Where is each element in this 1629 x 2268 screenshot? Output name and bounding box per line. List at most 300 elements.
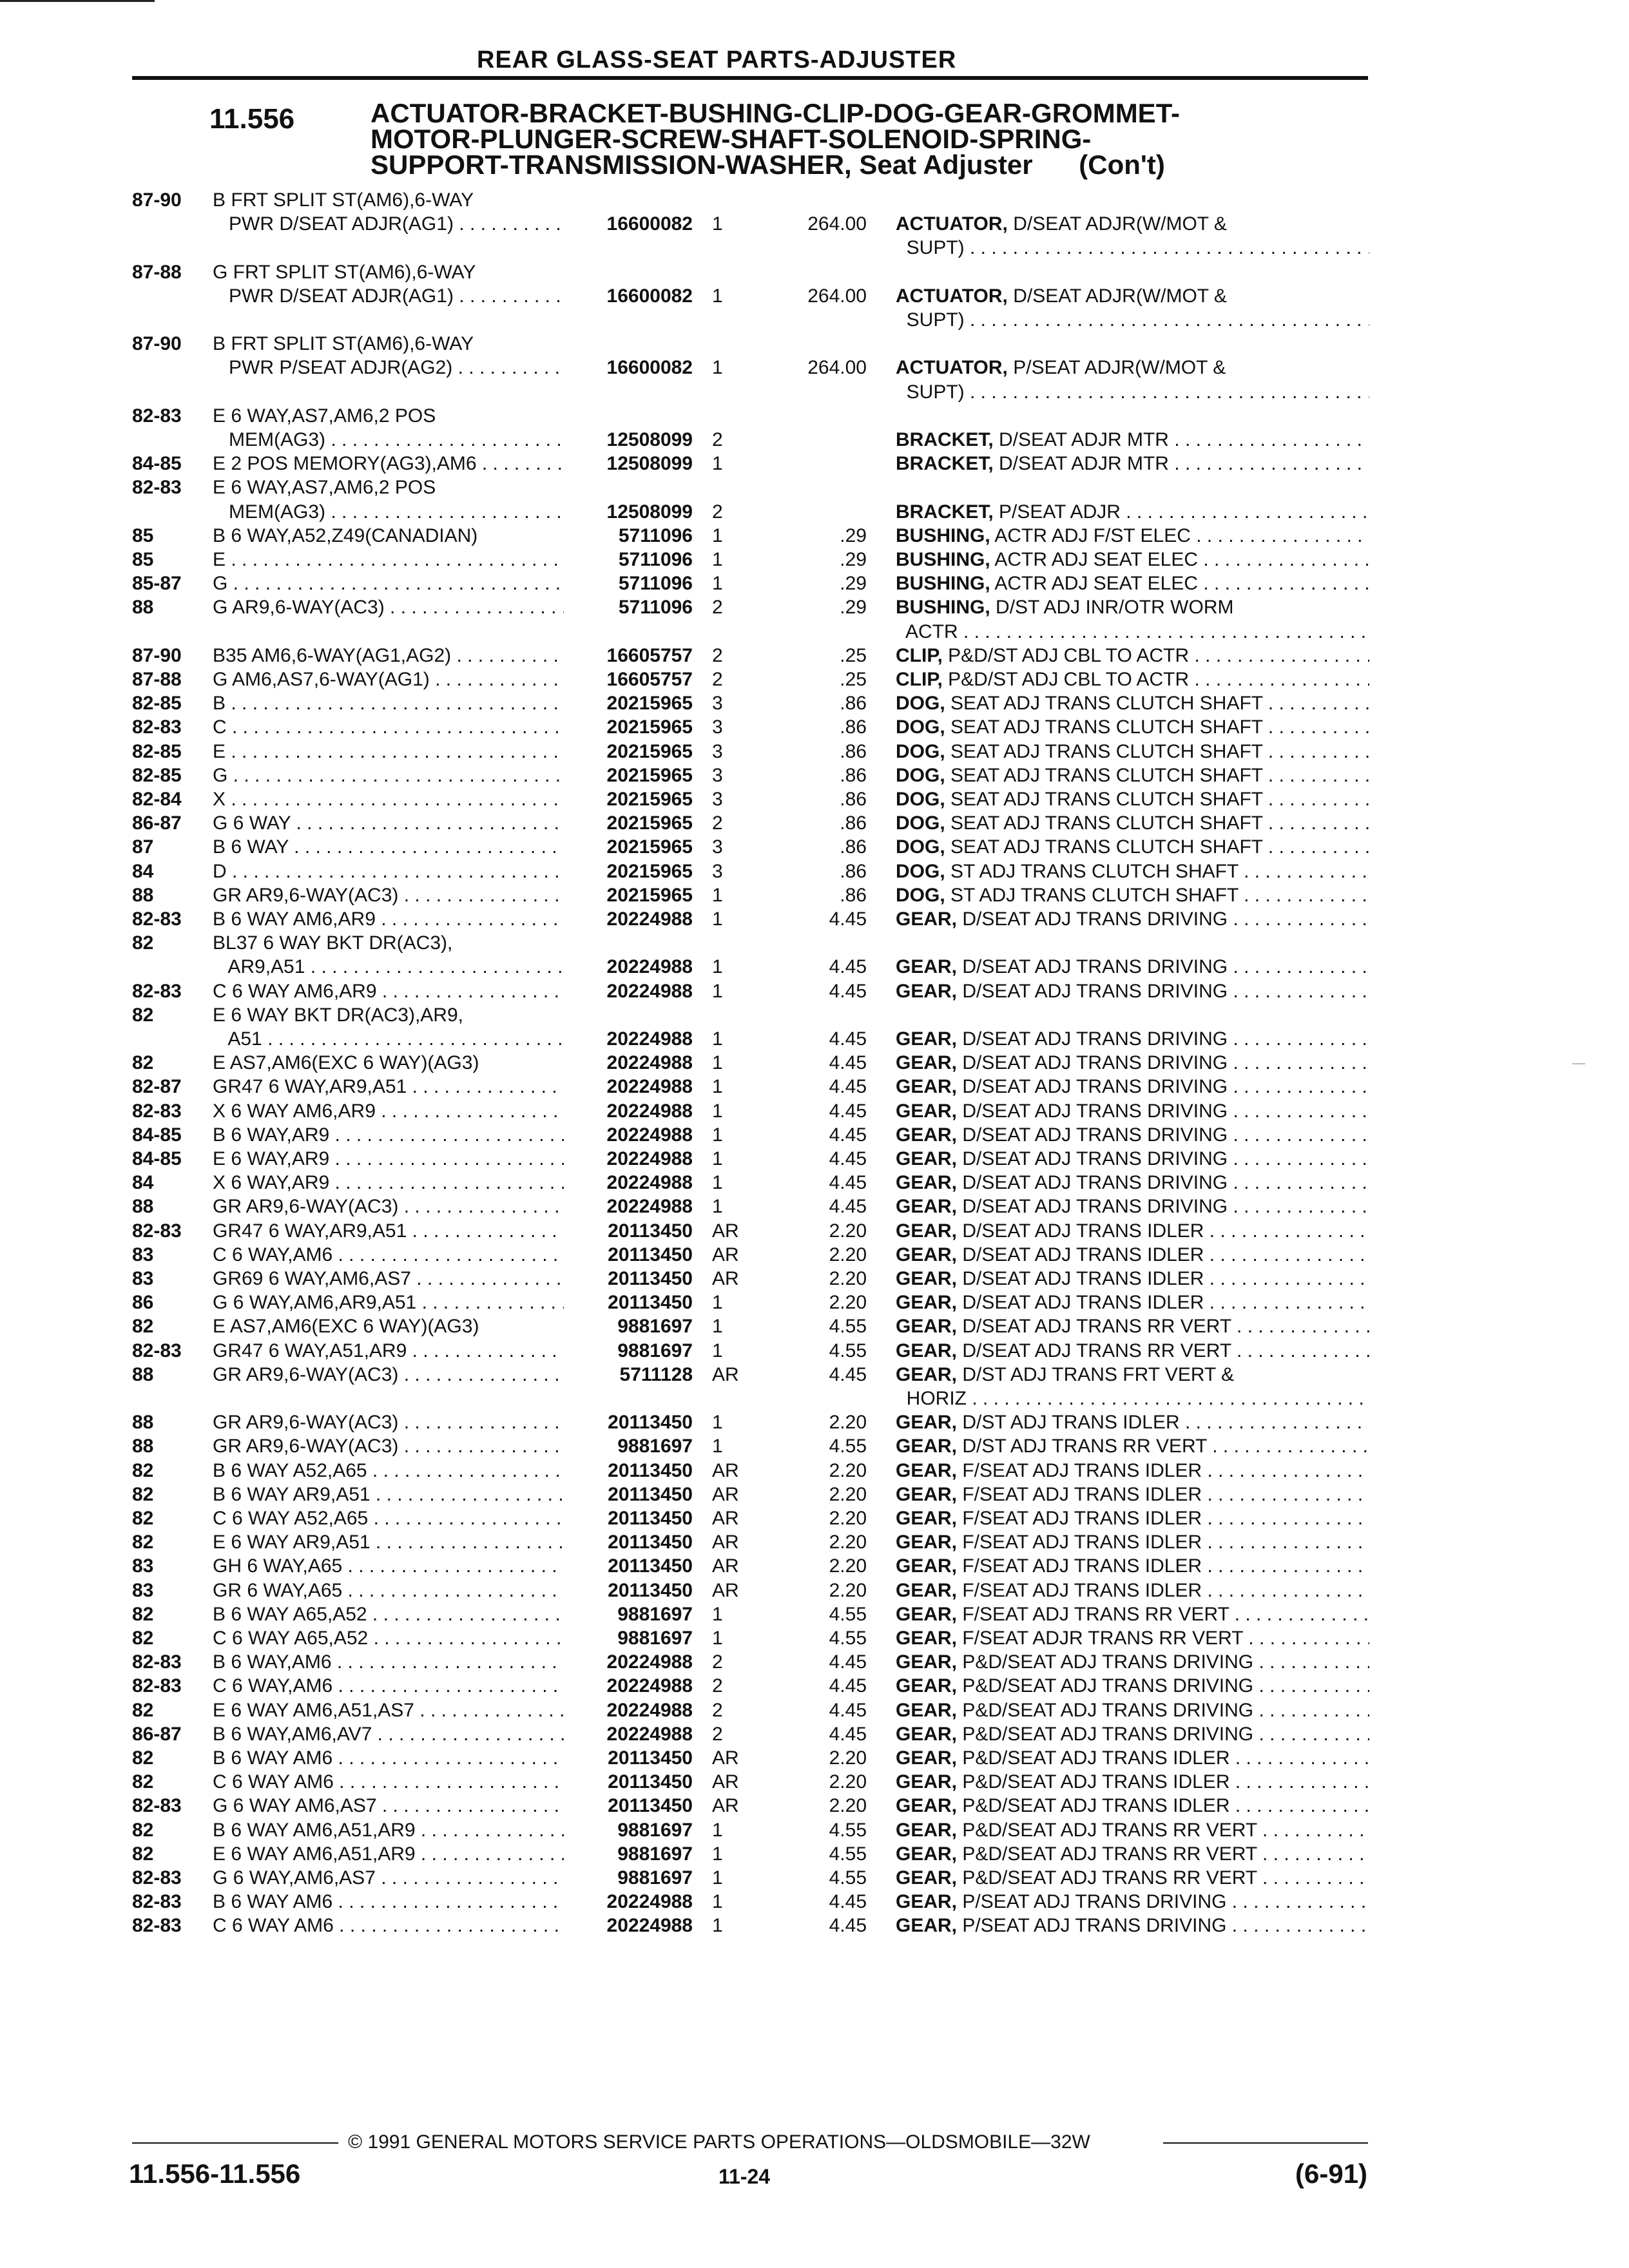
part-name-bold: GEAR, — [896, 1915, 958, 1937]
usage-description: PWR P/SEAT ADJR(AG2) . . . — [213, 356, 564, 380]
footer-rule-left — [132, 2142, 338, 2144]
quantity: 2 — [712, 429, 723, 450]
quantity: 1 — [712, 1076, 723, 1098]
part-name — [896, 452, 1369, 476]
part-name-text: SEAT ADJ TRANS CLUTCH SHAFT — [950, 812, 1263, 834]
footer-rule-right — [1163, 2142, 1368, 2144]
table-row — [0, 1243, 1629, 1267]
model-years: 87-88 — [132, 261, 182, 283]
quantity: 1 — [712, 908, 723, 930]
part-name — [896, 668, 1369, 692]
usage-description: B 6 WAY . . . — [213, 835, 564, 860]
part-number: 20224988 — [606, 1675, 693, 1697]
part-number: 9881697 — [617, 1340, 693, 1361]
quantity: 1 — [712, 1843, 723, 1865]
part-name — [896, 1243, 1369, 1267]
usage-description: E 6 WAY BKT DR(AC3),AR9, — [213, 1004, 463, 1026]
list-price: 4.45 — [829, 1196, 867, 1218]
table-row — [0, 1147, 1629, 1171]
quantity: 1 — [712, 524, 723, 546]
part-number: 5711096 — [618, 524, 693, 546]
model-years: 82 — [132, 1459, 154, 1481]
part-name-bold: BUSHING, — [896, 573, 990, 595]
part-name — [896, 1866, 1369, 1890]
model-years: 85 — [132, 524, 154, 546]
model-years: 82-83 — [132, 1867, 182, 1888]
model-years: 84-85 — [132, 453, 182, 475]
usage-description: X . . . — [213, 787, 564, 812]
part-number: 12508099 — [606, 453, 693, 475]
list-price: 2.20 — [829, 1459, 867, 1481]
quantity: 2 — [712, 1651, 723, 1673]
quantity: 1 — [712, 1028, 723, 1050]
list-price: 4.45 — [829, 956, 867, 978]
table-row — [0, 404, 1629, 428]
usage-description: G AM6,AS7,6-WAY(AG1) . . . — [213, 668, 564, 692]
part-name-text: SEAT ADJ TRANS CLUTCH SHAFT — [950, 740, 1263, 762]
quantity: 2 — [712, 669, 723, 690]
usage-description: B FRT SPLIT ST(AM6),6-WAY — [213, 189, 474, 211]
part-name — [896, 1387, 1369, 1411]
list-price: .29 — [840, 524, 867, 546]
model-years: 82 — [132, 932, 154, 954]
list-price: 2.20 — [829, 1532, 867, 1553]
part-name-text: F/SEAT ADJ TRANS IDLER — [962, 1459, 1202, 1481]
table-row — [0, 1579, 1629, 1603]
list-price: 4.55 — [829, 1316, 867, 1338]
part-name-bold: BUSHING, — [896, 549, 990, 570]
table-row — [0, 1003, 1629, 1028]
part-name — [896, 1602, 1369, 1627]
quantity: 2 — [712, 644, 723, 666]
usage-description: GR47 6 WAY,A51,AR9 . . . — [213, 1339, 564, 1363]
quantity: AR — [712, 1268, 739, 1289]
table-row — [0, 1770, 1629, 1794]
quantity: 1 — [712, 285, 723, 307]
model-years: 82-83 — [132, 1915, 182, 1937]
list-price: .29 — [840, 549, 867, 570]
usage-description: PWR D/SEAT ADJR(AG1) . . . — [213, 284, 564, 309]
list-price: 4.45 — [829, 1172, 867, 1194]
table-row — [0, 1698, 1629, 1723]
part-name-bold: GEAR, — [896, 1867, 958, 1888]
list-price: 2.20 — [829, 1412, 867, 1434]
model-years: 84 — [132, 860, 154, 882]
usage-description: G 6 WAY AM6,AS7 . . . — [213, 1794, 564, 1818]
table-row — [0, 668, 1629, 692]
table-row — [0, 1027, 1629, 1052]
usage-description: BL37 6 WAY BKT DR(AC3), — [213, 932, 453, 954]
part-name — [896, 1698, 1369, 1723]
table-row — [0, 715, 1629, 740]
model-years: 82 — [132, 1052, 154, 1074]
part-number: 20224988 — [606, 1172, 693, 1194]
table-row — [0, 1075, 1629, 1099]
part-name — [896, 715, 1369, 740]
section-subtitle: Seat Adjuster — [859, 149, 1033, 180]
part-name — [896, 1363, 1369, 1387]
part-name-bold: GEAR, — [896, 1196, 958, 1218]
model-years: 82 — [132, 1532, 154, 1553]
list-price: 4.55 — [829, 1603, 867, 1625]
usage-description: B 6 WAY AM6 . . . — [213, 1746, 564, 1771]
part-number: 12508099 — [606, 501, 693, 523]
part-name-bold: DOG, — [896, 836, 945, 858]
model-years: 83 — [132, 1579, 154, 1601]
part-name-text: D/SEAT ADJR MTR — [999, 453, 1169, 475]
part-name-bold: BRACKET, — [896, 429, 994, 450]
part-name-text: D/ST ADJ INR/OTR WORM — [996, 597, 1234, 619]
part-name-bold: GEAR, — [896, 1723, 958, 1745]
usage-description: GH 6 WAY,A65 . . . — [213, 1554, 564, 1579]
part-name-bold: BUSHING, — [896, 597, 990, 619]
part-name-bold: GEAR, — [896, 908, 958, 930]
part-name-text: D/SEAT ADJR MTR — [999, 429, 1169, 450]
part-name-text: P&D/SEAT ADJ TRANS IDLER — [962, 1771, 1230, 1793]
list-price: 2.20 — [829, 1747, 867, 1769]
part-number: 20224988 — [606, 1100, 693, 1122]
part-name-text: D/SEAT ADJ TRANS DRIVING — [962, 980, 1228, 1002]
part-name — [896, 907, 1369, 932]
quantity: AR — [712, 1795, 739, 1817]
part-name-text: D/SEAT ADJ TRANS DRIVING — [962, 1196, 1228, 1218]
quantity: 1 — [712, 573, 723, 595]
table-row — [0, 428, 1629, 452]
part-name-bold: GEAR, — [896, 1651, 958, 1673]
part-number: 16605757 — [606, 669, 693, 690]
part-name-bold: GEAR, — [896, 1363, 958, 1385]
model-years: 84-85 — [132, 1124, 182, 1146]
part-name — [896, 1579, 1369, 1603]
part-name — [896, 595, 1369, 620]
part-number: 20215965 — [606, 836, 693, 858]
copyright-text: © 1991 GENERAL MOTORS SERVICE PARTS OPERATIONS—OLDSMOBILE—32W — [348, 2131, 1090, 2153]
usage-description: B FRT SPLIT ST(AM6),6-WAY — [213, 333, 474, 355]
model-years: 82 — [132, 1004, 154, 1026]
part-number: 20113450 — [608, 1579, 693, 1601]
part-name-text: D/SEAT ADJ TRANS DRIVING — [962, 908, 1228, 930]
table-row — [0, 835, 1629, 860]
quantity: 1 — [712, 1819, 723, 1841]
model-years: 83 — [132, 1244, 154, 1265]
part-number: 20113450 — [608, 1244, 693, 1265]
part-name-text: F/SEAT ADJ TRANS IDLER — [962, 1532, 1202, 1553]
list-price: 4.55 — [829, 1628, 867, 1649]
usage-description: E 6 WAY AR9,A51 . . . — [213, 1530, 564, 1555]
list-price: 2.20 — [829, 1508, 867, 1529]
table-row — [0, 1866, 1629, 1890]
list-price: 4.45 — [829, 1915, 867, 1937]
quantity: 1 — [712, 1196, 723, 1218]
model-years: 87-90 — [132, 189, 182, 211]
quantity: 1 — [712, 549, 723, 570]
usage-description: C 6 WAY A65,A52 . . . — [213, 1626, 564, 1651]
part-number: 20113450 — [608, 1508, 693, 1529]
usage-description: B 6 WAY,A52,Z49(CANADIAN) — [213, 524, 478, 546]
part-name — [896, 979, 1369, 1004]
model-years: 88 — [132, 597, 154, 619]
part-name — [896, 1746, 1369, 1771]
table-row — [0, 332, 1629, 356]
part-number: 9881697 — [617, 1843, 693, 1865]
usage-description: B 6 WAY AM6 . . . — [213, 1890, 564, 1914]
part-name-bold: GEAR, — [896, 1100, 958, 1122]
part-number: 9881697 — [617, 1819, 693, 1841]
model-years: 82-83 — [132, 477, 182, 499]
edge-mark — [1572, 1063, 1585, 1064]
model-years: 82-83 — [132, 1220, 182, 1242]
quantity: 1 — [712, 1412, 723, 1434]
quantity: AR — [712, 1244, 739, 1265]
part-name — [896, 860, 1369, 884]
table-row — [0, 1626, 1629, 1651]
part-number: 20224988 — [606, 956, 693, 978]
model-years: 87-88 — [132, 669, 182, 690]
model-years: 86-87 — [132, 1723, 182, 1745]
quantity: AR — [712, 1579, 739, 1601]
part-name — [896, 500, 1369, 524]
list-price: 4.45 — [829, 1651, 867, 1673]
model-years: 82-83 — [132, 908, 182, 930]
list-price: 4.45 — [829, 980, 867, 1002]
list-price: .86 — [840, 764, 867, 786]
model-years: 82-83 — [132, 1795, 182, 1817]
table-row — [0, 1554, 1629, 1579]
part-number: 20215965 — [606, 884, 693, 906]
list-price: 2.20 — [829, 1795, 867, 1817]
list-price: .29 — [840, 597, 867, 619]
table-row — [0, 452, 1629, 476]
part-name — [896, 1171, 1369, 1195]
part-name-bold: GEAR, — [896, 1292, 958, 1314]
part-name-bold: GEAR, — [896, 1771, 958, 1793]
model-years: 82 — [132, 1819, 154, 1841]
part-name-text: P&D/ST ADJ CBL TO ACTR — [948, 644, 1190, 666]
part-name-bold: DOG, — [896, 716, 945, 738]
quantity: 3 — [712, 836, 723, 858]
part-name — [896, 1770, 1369, 1794]
part-name — [896, 1842, 1369, 1867]
part-name-bold: GEAR, — [896, 1891, 958, 1913]
part-number: 5711096 — [618, 573, 693, 595]
model-years: 82-83 — [132, 1891, 182, 1913]
part-name-text: D/SEAT ADJ TRANS DRIVING — [962, 956, 1228, 978]
part-name-text: D/SEAT ADJ TRANS DRIVING — [962, 1124, 1228, 1146]
part-number: 9881697 — [617, 1867, 693, 1888]
table-row — [0, 1890, 1629, 1914]
part-name-text: ACTR ADJ F/ST ELEC — [994, 524, 1191, 546]
table-row — [0, 1195, 1629, 1219]
quantity: 1 — [712, 980, 723, 1002]
quantity: 1 — [712, 1148, 723, 1169]
part-number: 16605757 — [606, 644, 693, 666]
part-name-text: F/SEAT ADJ TRANS IDLER — [962, 1483, 1202, 1505]
quantity: AR — [712, 1747, 739, 1769]
part-number: 20224988 — [606, 1196, 693, 1218]
part-name — [896, 644, 1369, 668]
quantity: 2 — [712, 1675, 723, 1697]
part-name-text: D/ST ADJ TRANS FRT VERT & — [962, 1363, 1235, 1385]
part-name-text: P/SEAT ADJ TRANS DRIVING — [962, 1891, 1227, 1913]
table-row — [0, 620, 1629, 644]
table-row — [0, 1914, 1629, 1938]
model-years: 84 — [132, 1172, 154, 1194]
table-row — [0, 236, 1629, 260]
part-name — [896, 1914, 1369, 1938]
quantity: 1 — [712, 1628, 723, 1649]
model-years: 87 — [132, 836, 154, 858]
list-price: 4.45 — [829, 1363, 867, 1385]
list-price: .86 — [840, 693, 867, 715]
model-years: 82-83 — [132, 405, 182, 427]
part-name — [896, 572, 1369, 596]
part-number: 20113450 — [608, 1532, 693, 1553]
table-row — [0, 1434, 1629, 1459]
model-years: 82 — [132, 1316, 154, 1338]
usage-description: PWR D/SEAT ADJR(AG1) . . . — [213, 212, 564, 236]
part-name — [896, 1722, 1369, 1747]
usage-description: G . . . — [213, 764, 564, 788]
part-name — [896, 356, 1369, 380]
quantity: 3 — [712, 764, 723, 786]
part-name-bold: GEAR, — [896, 1076, 958, 1098]
table-row — [0, 572, 1629, 596]
table-row — [0, 1506, 1629, 1531]
model-years: 86-87 — [132, 812, 182, 834]
quantity: 1 — [712, 884, 723, 906]
quantity: 3 — [712, 789, 723, 810]
table-row — [0, 1123, 1629, 1148]
part-name-text: D/ST ADJ TRANS RR VERT — [962, 1436, 1207, 1457]
usage-description: E 6 WAY AM6,A51,AS7 . . . — [213, 1698, 564, 1723]
usage-description: GR 6 WAY,A65 . . . — [213, 1579, 564, 1603]
usage-description: MEM(AG3) . . . — [213, 500, 564, 524]
table-row — [0, 524, 1629, 548]
table-row — [0, 380, 1629, 405]
usage-description: E . . . — [213, 740, 564, 764]
usage-description: G AR9,6-WAY(AC3) . . . — [213, 595, 564, 620]
part-name-text: D/SEAT ADJ TRANS DRIVING — [962, 1148, 1228, 1169]
usage-description: E 6 WAY,AR9 . . . — [213, 1147, 564, 1171]
table-row — [0, 1602, 1629, 1627]
part-name-text: ST ADJ TRANS CLUTCH SHAFT — [950, 884, 1239, 906]
part-name — [896, 691, 1369, 716]
part-name — [896, 1291, 1369, 1315]
list-price: 2.20 — [829, 1579, 867, 1601]
part-name-bold: BRACKET, — [896, 453, 994, 475]
list-price: 4.55 — [829, 1843, 867, 1865]
usage-description: B 6 WAY AR9,A51 . . . — [213, 1483, 564, 1507]
part-name-text: P&D/SEAT ADJ TRANS IDLER — [962, 1795, 1230, 1817]
quantity: 1 — [712, 1124, 723, 1146]
usage-description: GR47 6 WAY,AR9,A51 . . . — [213, 1075, 564, 1099]
part-name-text: F/SEAT ADJ TRANS IDLER — [962, 1508, 1202, 1529]
part-name-bold: DOG, — [896, 884, 945, 906]
part-name-bold: GEAR, — [896, 1795, 958, 1817]
part-number: 20224988 — [606, 1148, 693, 1169]
table-row — [0, 787, 1629, 812]
table-row — [0, 1459, 1629, 1483]
part-number: 20224988 — [606, 980, 693, 1002]
table-row — [0, 284, 1629, 309]
model-years: 82 — [132, 1508, 154, 1529]
part-name — [896, 284, 1369, 309]
usage-description: G . . . — [213, 572, 564, 596]
usage-description: B . . . — [213, 691, 564, 716]
part-number: 20113450 — [608, 1555, 693, 1577]
table-row — [0, 955, 1629, 979]
model-years: 82-83 — [132, 980, 182, 1002]
part-name-bold: ACTUATOR, — [896, 213, 1008, 235]
part-number: 20215965 — [606, 740, 693, 762]
part-name-text: P/SEAT ADJR — [999, 501, 1121, 523]
table-row — [0, 308, 1629, 332]
part-name — [896, 1410, 1369, 1435]
table-row — [0, 1339, 1629, 1363]
list-price: 2.20 — [829, 1220, 867, 1242]
quantity: 2 — [712, 1699, 723, 1721]
part-name — [896, 212, 1369, 236]
part-name-bold: GEAR, — [896, 1483, 958, 1505]
part-name-text: D/SEAT ADJ TRANS DRIVING — [962, 1100, 1228, 1122]
part-name — [896, 811, 1369, 836]
quantity: AR — [712, 1508, 739, 1529]
table-row — [0, 1818, 1629, 1843]
part-name — [896, 308, 1369, 332]
part-name-bold: ACTUATOR, — [896, 285, 1008, 307]
part-name-text: SEAT ADJ TRANS CLUTCH SHAFT — [950, 764, 1263, 786]
usage-description: G 6 WAY,AM6,AS7 . . . — [213, 1866, 564, 1890]
part-number: 20224988 — [606, 1723, 693, 1745]
usage-description: G 6 WAY . . . — [213, 811, 564, 836]
model-years: 83 — [132, 1555, 154, 1577]
usage-description: A51 . . . — [213, 1027, 564, 1052]
usage-description: E AS7,AM6(EXC 6 WAY)(AG3) — [213, 1316, 479, 1338]
part-name-bold: CLIP, — [896, 669, 943, 690]
table-row — [0, 1410, 1629, 1435]
part-name-text: D/SEAT ADJ TRANS IDLER — [962, 1268, 1204, 1289]
usage-description: B 6 WAY AM6,AR9 . . . — [213, 907, 564, 932]
model-years: 88 — [132, 1196, 154, 1218]
list-price: 4.55 — [829, 1436, 867, 1457]
part-number: 5711128 — [619, 1363, 693, 1385]
section-number: 11.556 — [209, 103, 295, 135]
model-years: 84-85 — [132, 1148, 182, 1169]
part-name — [896, 1267, 1369, 1291]
part-name-bold: CLIP, — [896, 644, 943, 666]
table-row — [0, 595, 1629, 620]
usage-description: GR AR9,6-WAY(AC3) . . . — [213, 1410, 564, 1435]
quantity: 1 — [712, 357, 723, 379]
table-row — [0, 1722, 1629, 1747]
list-price: .86 — [840, 789, 867, 810]
part-name-text: F/SEAT ADJ TRANS IDLER — [962, 1579, 1202, 1601]
model-years: 88 — [132, 884, 154, 906]
list-price: 2.20 — [829, 1555, 867, 1577]
quantity: 1 — [712, 1436, 723, 1457]
usage-description: C 6 WAY AM6,AR9 . . . — [213, 979, 564, 1004]
part-name-bold: GEAR, — [896, 980, 958, 1002]
part-number: 20215965 — [606, 812, 693, 834]
usage-description: B35 AM6,6-WAY(AG1,AG2) . . . — [213, 644, 564, 668]
quantity: AR — [712, 1771, 739, 1793]
part-name — [896, 1626, 1369, 1651]
part-number: 20215965 — [606, 764, 693, 786]
quantity: AR — [712, 1532, 739, 1553]
part-number: 20215965 — [606, 860, 693, 882]
model-years: 88 — [132, 1436, 154, 1457]
model-years: 87-90 — [132, 644, 182, 666]
